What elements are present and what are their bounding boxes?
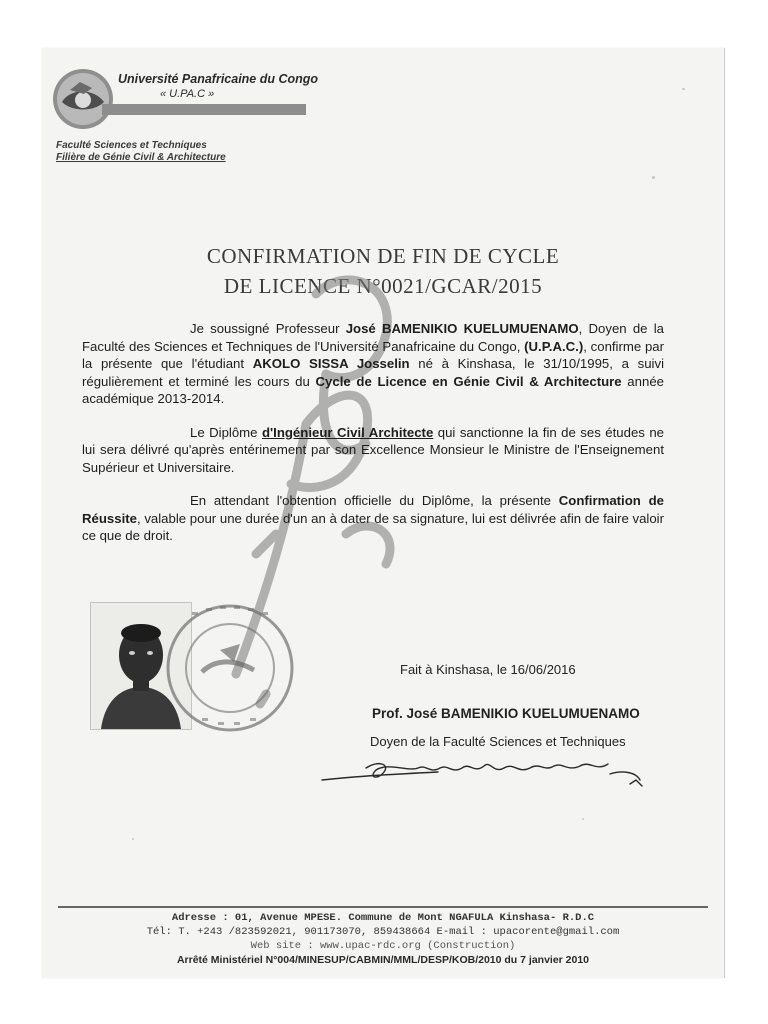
cycle-name: Cycle de Licence en Génie Civil & Architecture <box>315 373 622 389</box>
text-run: Le Diplôme <box>190 424 262 440</box>
faculty-name: Faculté Sciences et Techniques <box>56 140 207 151</box>
signer-name: Prof. José BAMENIKIO KUELUMUENAMO <box>372 706 640 721</box>
footer-address: Adresse : 01, Avenue MPESE. Commune de Mont NGAFULA Kinshasa- R.D.C <box>171 912 595 924</box>
university-seal-icon <box>162 600 298 736</box>
footer-ministerial-decree: Arrêté Ministériel N°004/MINESUP/CABMIN/MML/DESP/KOB/2010 du 7 janvier 2010 <box>176 954 590 966</box>
text-run: En attendant l'obtention officielle du Diplôme, la présente <box>190 493 559 508</box>
speck <box>582 818 584 820</box>
confirmation-label: Confirmation de Réussite <box>82 493 664 526</box>
filiere-name: Filière de Génie Civil & Architecture <box>56 152 226 163</box>
text-run: , confirme par la présente que l'étudiant <box>82 338 664 371</box>
text-run: Je soussigné Professeur <box>190 321 346 336</box>
upac-abbr-inline: (U.P.A.C.) <box>524 338 584 354</box>
paragraph-confirmation <box>82 320 664 408</box>
handwritten-signature <box>318 750 658 800</box>
document-page <box>42 48 725 978</box>
text-run: né à Kinshasa, le 31/10/1995, a suivi régulièrement et terminé les cours du <box>82 356 665 389</box>
footer-contact: Tél: T. +243 /823592021, 901173070, 859438664 E-mail : upacorente@gmail.com <box>146 926 620 938</box>
speck <box>132 838 134 840</box>
document-body <box>82 320 664 561</box>
student-name: AKOLO SISSA Josselin <box>252 356 410 371</box>
motto-bar <box>102 104 306 115</box>
document-title-line-2: DE LICENCE N°0021/GCAR/2015 <box>223 274 543 298</box>
speck <box>652 176 655 179</box>
text-run: année académique 2013-2014. <box>82 373 664 406</box>
text-run: qui sanctionne la fin de ses études ne lui sera délivré qu'après entérinement par son Excellence Monsieur le Ministre de l'Enseignement Supérieur et Universitaire. <box>82 424 665 475</box>
signer-role: Doyen de la Faculté Sciences et Techniques <box>370 734 626 749</box>
place-and-date: Fait à Kinshasa, le 16/06/2016 <box>400 662 576 677</box>
diploma-title: d'Ingénieur Civil Architecte <box>261 424 434 440</box>
paragraph-diploma <box>82 424 664 477</box>
text-run: , valable pour une durée d'un an à dater de sa signature, lui est délivrée afin de faire valoir ce que de droit. <box>82 510 664 543</box>
dean-name-inline: José BAMENIKIO KUELUMUENAMO <box>345 321 579 336</box>
university-name: Université Panafricaine du Congo <box>118 72 319 86</box>
university-logo-icon <box>50 66 116 132</box>
document-title-line-1: CONFIRMATION DE FIN DE CYCLE <box>206 244 560 268</box>
paragraph-validity <box>82 492 664 545</box>
speck <box>682 88 685 90</box>
text-run: , Doyen de la Faculté des Sciences et Techniques de l'Université Panafricaine du Congo, <box>82 321 664 354</box>
footer-website: Web site : www.upac-rdc.org (Construction) <box>250 940 516 952</box>
footer-divider <box>58 906 708 908</box>
university-abbr: « U.PA.C » <box>160 88 215 100</box>
